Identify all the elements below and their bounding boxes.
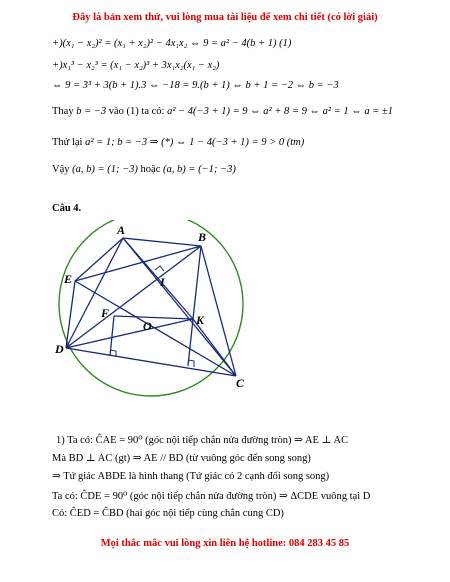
segment-cd (66, 348, 236, 376)
solution-line-5: Thử lại a² = 1; b = −3 ⇒ (*) ⇔ 1 − 4(−3 + 1) = 9 > 0 (tm) (52, 137, 305, 148)
segment-kc (193, 319, 236, 376)
solution-line-4: Thay b = −3 vào (1) ta có: a² − 4(−3 + 1) = 9 ⇔ a² + 8 = 9 ⇔ a² = 1 ⇔ a = ±1 (52, 106, 393, 117)
point-label-c: C (236, 376, 245, 390)
point-label-k: K (196, 313, 205, 327)
point-label-a: A (117, 223, 126, 237)
solution-line-2: +)x₁³ − x₂³ = (x₁ − x₂)³ + 3x₁x₂(x₁ − x₂) (52, 60, 220, 71)
segment-fk (114, 316, 193, 319)
segment-ak (123, 238, 193, 319)
point-label-e: E (64, 272, 73, 286)
segment-bk (193, 246, 201, 319)
proof-line-3: ⇒ Tứ giác ABDE là hình thang (Tứ giác có 2 cạnh đối song song) (52, 471, 330, 482)
point-label-b: B (198, 230, 207, 244)
proof-line-5: Có: ĈED = ĈBD (hai góc nội tiếp cùng chắn cung CD) (52, 508, 284, 519)
segment-kh (188, 319, 193, 366)
preview-banner: Đây là bản xem thử, vui lòng mua tài liệu để xem chi tiết (có lời giải) (72, 12, 378, 23)
point-label-i: I (160, 275, 165, 289)
point-label-d: D (55, 342, 64, 356)
point-label-o: O (143, 319, 152, 333)
segment-bc (201, 246, 236, 376)
geometry-figure (0, 220, 450, 435)
solution-line-6: Vậy (a, b) = (1; −3) hoặc (a, b) = (−1; −3) (52, 164, 236, 175)
hotline-banner: Mọi thắc mắc vui lòng xin liên hệ hotline: 084 283 45 85 (100, 538, 350, 549)
segment-ac (123, 238, 236, 376)
proof-line-1: 1) Ta có: ĈAE = 90⁰ (góc nội tiếp chắn nửa đường tròn) ⇒ AE ⊥ AC (56, 435, 349, 446)
solution-line-3: ⇔ 9 = 3³ + 3(b + 1).3 ⇔ −18 = 9.(b + 1) ⇔ b + 1 = −2 ⇔ b = −3 (52, 80, 339, 91)
solution-line-1: +)(x₁ − x₂)² = (x₁ + x₂)² − 4x₁x₂ ⇔ 9 = a² − 4(b + 1) (1) (52, 38, 292, 49)
proof-line-4: Ta có: ĈDE = 90⁰ (góc nội tiếp chắn nửa đường tròn) ⇒ ΔCDE vuông tại D (52, 491, 371, 502)
right-angle-marker-i (155, 266, 164, 271)
proof-line-2: Mà BD ⊥ AC (gt) ⇒ AE // BD (từ vuông góc đến song song) (52, 453, 311, 464)
question-heading: Câu 4. (52, 203, 82, 214)
segment-ab (123, 238, 201, 246)
segment-ec (75, 281, 236, 376)
point-label-f: F (101, 306, 110, 320)
